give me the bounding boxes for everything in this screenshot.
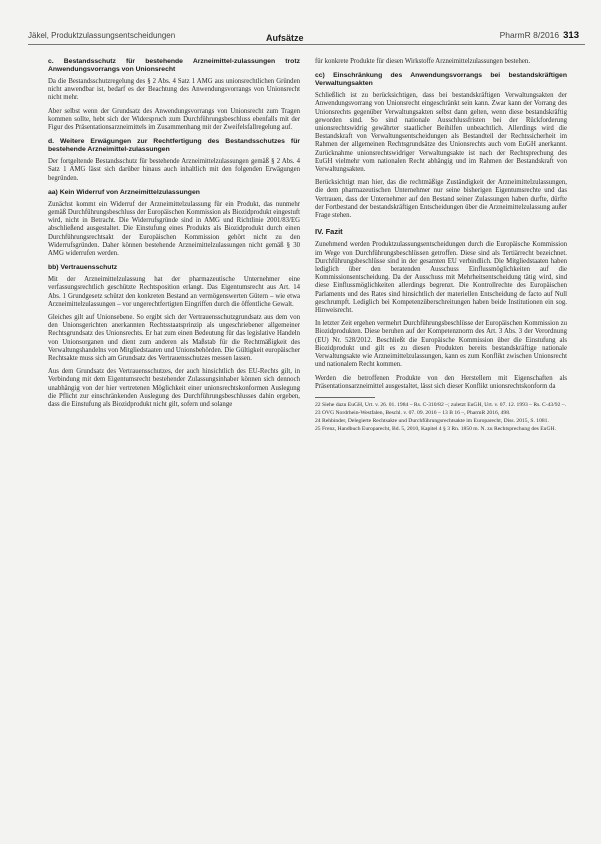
paragraph: Werden die betroffenen Produkte von den Herstellern mit Eigenschaften als Präsentationsarzneimittel ausgestaltet, lässt sich dieser Konflikt unionsrechtskonform da [315,374,567,390]
paragraph: Aber selbst wenn der Grundsatz des Anwendungsvorrangs von Unionsrecht zum Tragen kommen sollte, hebt sich der Widerspruch zum Durchführungsbeschluss ebenfalls mit der Figur des Präsentationsarzneimittels im Zusammenhang mit der Zweifelsfallregelung auf. [48,107,300,132]
heading-aa: aa) Kein Widerruf von Arzneimittelzulassungen [48,188,200,196]
page-number: 313 [563,30,579,41]
footnote: 25 Frenz, Handbuch Europarecht, Bd. 5, 2010, Kapitel 4 § 3 Rn. 1850 m. N. zu Rechtsprechung des EuGH. [315,425,556,432]
paragraph: Zunächst kommt ein Widerruf der Arzneimittelzulassung für ein Produkt, das nunmehr gemäß Durchführungsbeschluss der Europäischen Kommission als Biozidprodukt eingestuft wird, nicht in Betracht. Die Widerrufsgründe sind in AMG und Richtlinie 2001/83/EG abschließend ausgestaltet. Die Einstufung eines Produkts als Biozidprodukt durch einen Durchführungsrechtsakt der Europäischen Kommission gehört nicht zu den Widerrufsgründen. Daher können bestehende Arzneimittelzulassungen nicht gemäß § 30 AMG widerrufen werden. [48,200,300,258]
paragraph: In letzter Zeit ergehen vermehrt Durchführungsbeschlüsse der Europäischen Kommission zu Biozidprodukten. Diese beruhen auf der Kompetenznorm des Art. 3 Abs. 3 der Verordnung (EU) Nr. 528/2012. Beschließt die Europäische Kommission über die Einstufung als Biozidprodukt und gilt es zu diesen Produkten bereits bestandskräftige nationale Verwaltungsakte wie Arzneimittelzulassungen, kann es zum Konflikt zwischen Unionsrecht und nationalem Recht kommen. [315,320,567,369]
heading-bb: bb) Vertrauensschutz [48,264,118,272]
left-column [48,58,300,414]
right-column [315,58,567,434]
journal-reference [500,30,579,41]
running-head-author: Jäkel, Produktzulassungsentscheidungen [28,31,176,40]
paragraph: Zunehmend werden Produktzulassungsentscheidungen durch die Europäische Kommission im Wege von Durchführungsbeschlüssen getroffen. Diese sind als Tertiärrecht bezeichnet. Durchführungsbeschlüsse sind in der gesamten EU verbindlich. Die Mitgliedstaaten haben lediglich über den beratenden Ausschuss Einflussmöglichkeiten auf die Kommissionsentscheidung. Da der Ausschuss mit Mehrheitsentscheidung tätig wird, sind diese Einflussmöglichkeiten allerdings begrenzt. Die Kontrollrechte des Europäischen Parlaments und des Rates sind hinsichtlich der materiellen Entscheidung de facto auf Null geschrumpft. Lediglich bei Kompetenzüberschreitungen haben beide Institutionen ein sog. Hinweisrecht. [315,241,567,315]
paragraph: Da die Bestandsschutzregelung des § 2 Abs. 4 Satz 1 AMG aus unionsrechtlichen Gründen nicht anwendbar ist, bedarf es der Beachtung des Anwendungsvorrangs von Unionsrecht nicht mehr. [48,78,300,102]
paragraph: Der fortgeltende Bestandsschutz für bestehende Arzneimittelzulassungen gemäß § 2 Abs. 4 Satz 1 AMG lässt sich darüber hinaus auch inhaltlich mit den folgenden Erwägungen begründen. [48,158,300,182]
paragraph: Schließlich ist zu berücksichtigen, dass bei bestandskräftigen Verwaltungsakten der Anwendungsvorrang von Unionsrecht eingeschränkt sein kann. Zwar kann der Vorrang des Unionsrechts gegenüber Verwaltungsakten selbst dann gelten, wenn diese bestandskräftig geworden sind. So sind nationale Ausschlussfristen bei der Rückforderung unionsrechtswidrig gewährter staatlicher Beihilfen unbeachtlich. Allerdings wird die Bestandskraft von Verwaltungsentscheidungen als Bestandteil der Rechtssicherheit im Rahmen der allgemeinen Rechtsgrundsätze des Unionsrechts auch vom EuGH anerkannt. Zurücknahme unionsrechtswidriger Verwaltungsakte ist nach der Rechtsprechung des EuGH vielmehr vom nationalen Recht abhängig und im Rahmen der Bestandskraft von Verwaltungsakten. [315,92,567,174]
footnote-rule [315,397,375,398]
paragraph: Berücksichtigt man hier, das die rechtmäßige Zuständigkeit der Arzneimittelzulassungen, die dem pharmazeutischen Unternehmer nur seine bisherigen Eigentumsrechte und das Vertrauen, dass der Unternehmer auf den Bestand seiner Zulassungen haben durfte, dürfte der Fortbestand der bestandskräftigen Entscheidungen über die Arzneimittelzulassung außer Frage stehen. [315,179,567,220]
header-rule [28,44,585,45]
paragraph: Mit der Arzneimittelzulassung hat der pharmazeutische Unternehmer eine verfassungsrechtlich geschützte Rechtsposition erlangt. Das Eigentumsrecht aus Art. 14 Abs. 1 Grundgesetz schützt den konkreten Bestand an vermögenswerten Gütern – wie etwa Arzneimittelzulassungen – vor ungerechtfertigten Eingriffen durch die öffentliche Gewalt. [48,276,300,308]
heading-c: c. Bestandsschutz für bestehende Arzneimittel-zulassungen trotz Anwendungsvorrangs von Unionsrecht [48,58,300,73]
journal-issue: PharmR 8/2016 [499,30,560,40]
paragraph: für konkrete Produkte für diesen Wirkstoffe Arzneimittelzulassungen bestehen. [315,58,531,65]
heading-fazit: IV. Fazit [315,227,343,237]
footnote: 24 Rehbinder, Delegierte Rechtsakte und Durchführungsrechtsakte im Europarecht, Diss. 2015, S. 1081. [315,417,549,424]
footnote: 22 Siehe dazu EuGH, Urt. v. 26. 01. 1984 – Rs. C-310/82 –; zuletzt EuGH, Urt. v. 07. 12. 1993 – Rs. C-43/92 –. [315,401,566,408]
footnote: 23 OVG Nordrhein-Westfalen, Beschl. v. 07. 09. 2016 – 13 B 16 –, PharmR 2016, 498. [315,409,511,416]
paragraph: Gleiches gilt auf Unionsebene. So ergibt sich der Vertrauensschutzgrundsatz aus dem von den Unionsgerichten anerkannten Rechtsstaatsprinzip als ungeschriebener allgemeiner Rechtsgrundsatz des Unionsrechts. Er hat zum einen Bedeutung für das legislative Handeln von Unionsorganen und dient zum anderen als Maßstab für die Rechtmäßigkeit des Verwaltungshandelns von Mitgliedstaaten und Unionsbehörden. Die Gültigkeit europäischer Rechtsakte muss sich am Grundsatz des Vertrauensschutzes messen lassen. [48,314,300,363]
heading-cc: cc) Einschränkung des Anwendungsvorrangs bei bestandskräftigen Verwaltungsakten [315,72,567,88]
paragraph: Aus dem Grundsatz des Vertrauensschutzes, der auch hinsichtlich des EU-Rechts gilt, in Verbindung mit dem Eigentumsrecht bestehender Zulassungsinhaber können sich dennoch unabhängig von der hier vertretenen Möglichkeit einer unionsrechtskonformen Auslegung die Pflicht zur einschränkenden Auslegung des Durchführungsbeschlusses dahin ergeben, dass die Einstufung als Biozidprodukt nicht gilt, sofern und solange [48,368,300,409]
section-label: Aufsätze [266,33,304,43]
page-header [0,0,601,44]
heading-d: d. Weitere Erwägungen zur Rechtfertigung des Bestandsschutzes für bestehende Arzneimittel-zulassungen [48,138,300,154]
